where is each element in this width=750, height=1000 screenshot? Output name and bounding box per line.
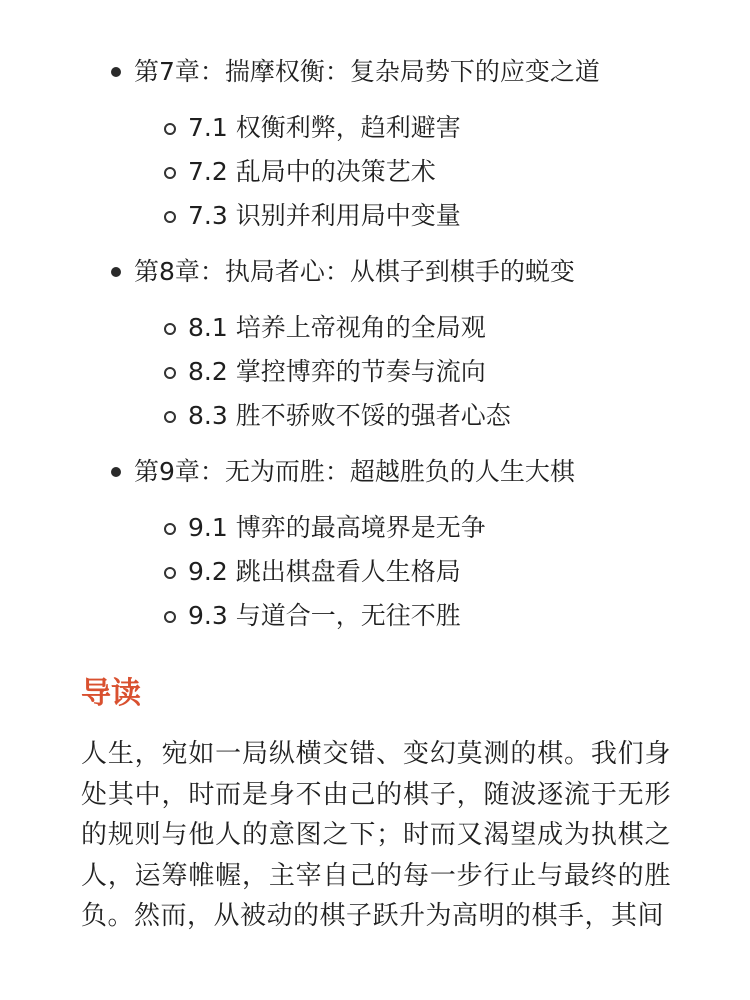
bullet-circle-icon xyxy=(164,323,176,335)
section-item xyxy=(0,594,750,638)
section-item xyxy=(0,150,750,194)
bullet-circle-icon xyxy=(164,567,176,579)
section-title: 9.1 博弈的最高境界是无争 xyxy=(188,513,486,542)
section-item xyxy=(0,506,750,550)
section-item xyxy=(0,106,750,150)
section-title: 8.1 培养上帝视角的全局观 xyxy=(188,313,486,342)
section-list xyxy=(0,506,750,638)
chapter-item xyxy=(0,250,750,438)
section-item xyxy=(0,306,750,350)
bullet-circle-icon xyxy=(164,411,176,423)
section-title: 7.2 乱局中的决策艺术 xyxy=(188,157,436,186)
section-title: 9.2 跳出棋盘看人生格局 xyxy=(188,557,461,586)
section-item xyxy=(0,350,750,394)
section-title: 7.1 权衡利弊，趋利避害 xyxy=(188,113,461,142)
section-list xyxy=(0,306,750,438)
chapter-line xyxy=(0,450,750,494)
chapter-title: 第8章：执局者心：从棋子到棋手的蜕变 xyxy=(134,257,575,286)
chapter-line xyxy=(0,250,750,294)
bullet-circle-icon xyxy=(164,211,176,223)
section-item xyxy=(0,194,750,238)
chapter-item xyxy=(0,50,750,238)
intro-heading: 导读 xyxy=(81,676,141,711)
section-title: 8.2 掌控博弈的节奏与流向 xyxy=(188,357,486,386)
intro-paragraph: 人生，宛如一局纵横交错、变幻莫测的棋。我们身处其中，时而是身不由己的棋子，随波逐流于无形的规则与他人的意图之下；时而又渴望成为执棋之人，运筹帷幄，主宰自己的每一步行止与最终的胜负。然而，从被动的棋子跃升为高明的棋手，其间 xyxy=(81,739,671,931)
section-title: 8.3 胜不骄败不馁的强者心态 xyxy=(188,401,511,430)
bullet-circle-icon xyxy=(164,167,176,179)
bullet-disc-icon xyxy=(111,467,121,477)
bullet-disc-icon xyxy=(111,267,121,277)
section-list xyxy=(0,106,750,238)
section-item xyxy=(0,394,750,438)
bullet-circle-icon xyxy=(164,123,176,135)
chapter-line xyxy=(0,50,750,94)
bullet-disc-icon xyxy=(111,67,121,77)
chapter-title: 第7章：揣摩权衡：复杂局势下的应变之道 xyxy=(134,57,600,86)
bullet-circle-icon xyxy=(164,367,176,379)
section-title: 9.3 与道合一，无往不胜 xyxy=(188,601,461,630)
bullet-circle-icon xyxy=(164,611,176,623)
chapter-title: 第9章：无为而胜：超越胜负的人生大棋 xyxy=(134,457,575,486)
section-title: 7.3 识别并利用局中变量 xyxy=(188,201,461,230)
chapter-item xyxy=(0,450,750,638)
bullet-circle-icon xyxy=(164,523,176,535)
table-of-contents xyxy=(0,50,750,650)
section-item xyxy=(0,550,750,594)
